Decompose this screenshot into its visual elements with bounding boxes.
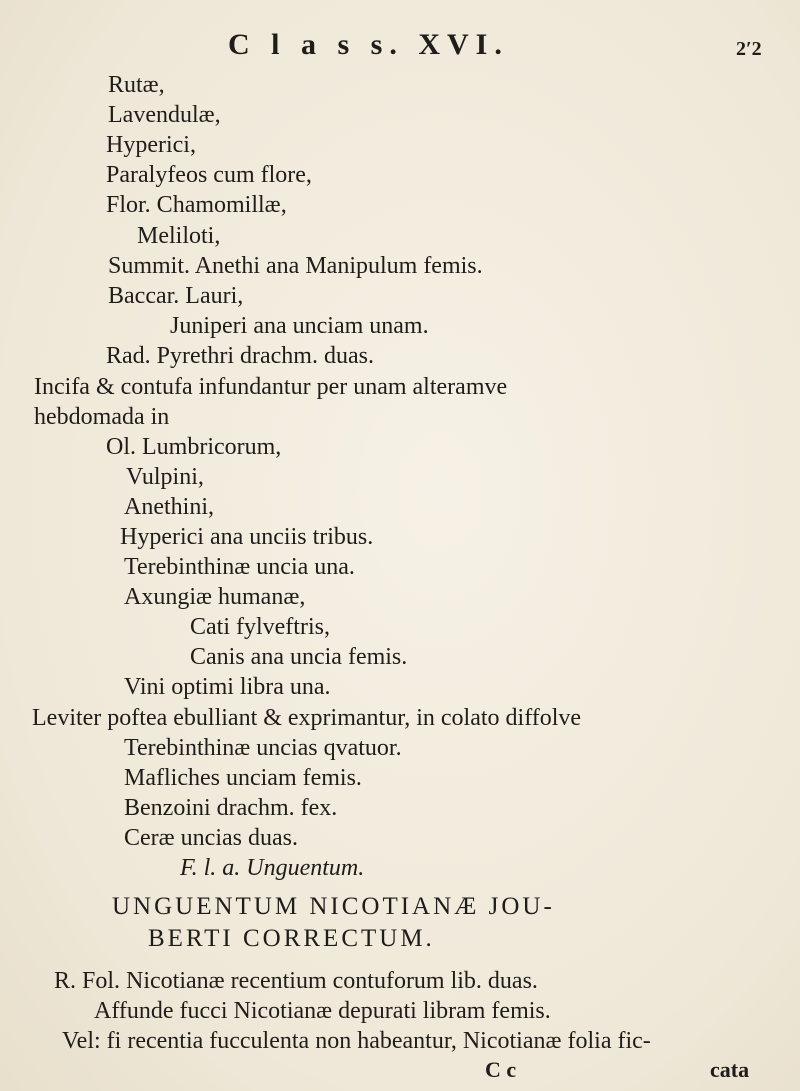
signature-mark: C c bbox=[485, 1057, 517, 1082]
class-title: C l a s s. XVI. bbox=[228, 28, 509, 61]
text-line: hebdomada in bbox=[34, 404, 170, 430]
text-line: Leviter poftea ebulliant & exprimantur, in colato diffolve bbox=[32, 705, 582, 731]
text-line: Benzoini drachm. fex. bbox=[124, 795, 338, 821]
heading-line: BERTI CORRECTUM. bbox=[148, 925, 435, 952]
text-line: Summit. Anethi ana Manipulum femis. bbox=[108, 253, 483, 279]
text-line: F. l. a. Unguentum. bbox=[180, 855, 365, 881]
text-line: Hyperici, bbox=[106, 132, 196, 158]
text-line: Hyperici ana unciis tribus. bbox=[120, 524, 374, 550]
text-line: Meliloti, bbox=[137, 223, 221, 249]
text-line: Terebinthinæ uncia una. bbox=[124, 554, 355, 580]
text-line: Mafliches unciam femis. bbox=[124, 765, 362, 791]
text-line: Rutæ, bbox=[108, 72, 165, 98]
text-line: Lavendulæ, bbox=[108, 102, 221, 128]
text-line: Rad. Pyrethri drachm. duas. bbox=[106, 343, 374, 369]
text-line: Canis ana uncia femis. bbox=[190, 644, 408, 670]
page-number: 2′2 bbox=[736, 38, 762, 60]
text-line: Juniperi ana unciam unam. bbox=[170, 313, 429, 339]
text-line: Cati fylveftris, bbox=[190, 614, 330, 640]
text-line: Anethini, bbox=[124, 494, 214, 520]
text-line: Terebinthinæ uncias qvatuor. bbox=[124, 735, 402, 761]
text-line: Flor. Chamomillæ, bbox=[106, 192, 287, 218]
text-line: Ceræ uncias duas. bbox=[124, 825, 298, 851]
text-line: Baccar. Lauri, bbox=[108, 283, 244, 309]
text-line: R. Fol. Nicotianæ recentium contuforum lib. duas. bbox=[54, 968, 538, 994]
text-line: Ol. Lumbricorum, bbox=[106, 434, 282, 460]
text-line: Incifa & contufa infundantur per unam alteramve bbox=[34, 374, 508, 400]
text-line: Vini optimi libra una. bbox=[124, 674, 331, 700]
text-line: Affunde fucci Nicotianæ depurati libram femis. bbox=[94, 998, 551, 1024]
text-line: Vulpini, bbox=[126, 464, 204, 490]
text-line: Vel: fi recentia fucculenta non habeantur, Nicotianæ folia fic- bbox=[62, 1028, 651, 1054]
running-header bbox=[0, 22, 800, 66]
heading-line: UNGUENTUM NICOTIANÆ JOU- bbox=[112, 893, 555, 920]
text-line: Paralyfeos cum flore, bbox=[106, 162, 312, 188]
text-line: Axungiæ humanæ, bbox=[124, 584, 306, 610]
catchword: cata bbox=[710, 1057, 750, 1082]
